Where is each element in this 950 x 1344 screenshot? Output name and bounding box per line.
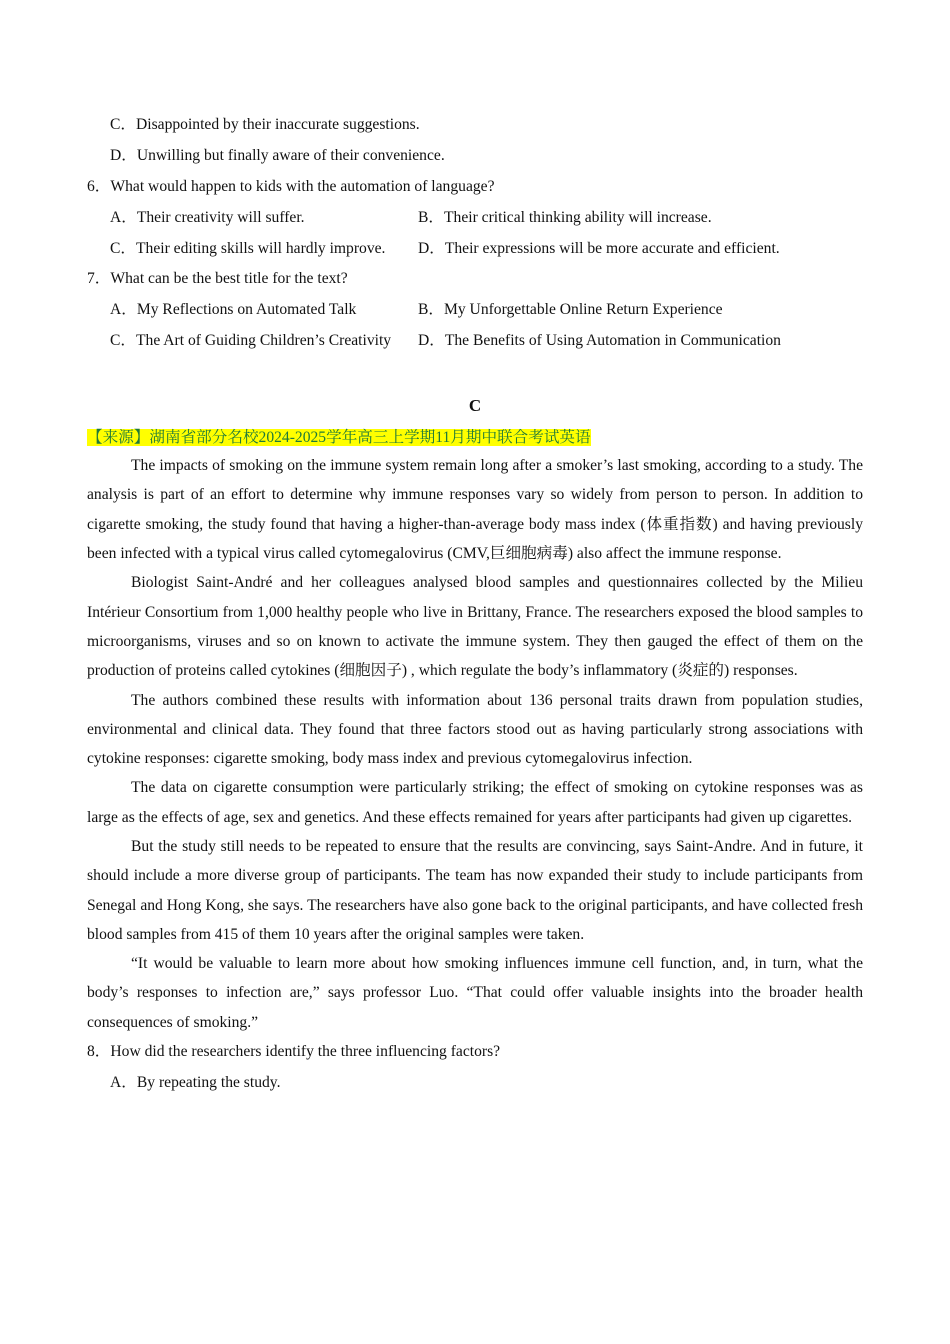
q8-option-a: A．By repeating the study. bbox=[110, 1073, 281, 1091]
q5-option-d: D．Unwilling but finally aware of their convenience. bbox=[110, 146, 445, 164]
q6-option-a: A．Their creativity will suffer. bbox=[110, 208, 305, 226]
q7-options-row-1 bbox=[87, 295, 863, 326]
q5-option-c: C．Disappointed by their inaccurate suggestions. bbox=[110, 116, 420, 133]
q7-stem: 7．What can be the best title for the text? bbox=[87, 270, 348, 288]
q7-option-a: A．My Reflections on Automated Talk bbox=[110, 301, 357, 319]
source-highlight: 【来源】湖南省部分名校2024-2025学年高三上学期11月期中联合考试英语 bbox=[87, 429, 591, 447]
q7-option-b: B．My Unforgettable Online Return Experience bbox=[418, 301, 723, 319]
q7-options-row-2 bbox=[87, 326, 863, 357]
source-line bbox=[87, 425, 863, 451]
document-page bbox=[87, 110, 863, 1098]
passage-paragraph-5: But the study still needs to be repeated to ensure that the results are convincing, says Saint-Andre. And in future, it should include a more diverse group of participants. The team has now expanded their study to include participants from Senegal and Hong Kong, she says. The researchers have also gone back to the original participants, and have collected fresh blood samples from 415 of them 10 years after the original samples were taken. bbox=[87, 837, 863, 943]
passage-paragraph-2: Biologist Saint-André and her colleagues analysed blood samples and questionnaires collected by the Milieu Intérieur Consortium from 1,000 healthy people who live in Brittany, France. The researchers exposed the blood samples to microorganisms, viruses and so on known to activate the immune system. They then gauged the effect of them on the production of proteins called cytokines (细胞因子) , which regulate the body’s inflammatory (炎症的) responses. bbox=[87, 574, 863, 680]
q6-option-b: B．Their critical thinking ability will increase. bbox=[418, 208, 712, 226]
section-title: C bbox=[468, 396, 482, 416]
passage-paragraph-1: The impacts of smoking on the immune system remain long after a smoker’s last smoking, according to a study. The analysis is part of an effort to determine why immune responses vary so widely from person to person. In addition to cigarette smoking, the study found that having a higher-than-average body mass index (体重指数) and having previously been infected with a typical virus called cytomegalovirus (CMV,巨细胞病毒) also affect the immune response. bbox=[87, 457, 863, 563]
q6-option-c: C．Their editing skills will hardly improve. bbox=[110, 239, 386, 257]
q6-option-d: D．Their expressions will be more accurate and efficient. bbox=[418, 239, 780, 257]
passage-paragraph-4: The data on cigarette consumption were particularly striking; the effect of smoking on cytokine responses was as large as the effects of age, sex and genetics. And these effects remained for years after participants had given up cigarettes. bbox=[87, 779, 863, 826]
q7-option-d: D．The Benefits of Using Automation in Communication bbox=[418, 332, 781, 350]
q7-option-c: C．The Art of Guiding Children’s Creativity bbox=[110, 332, 392, 350]
passage-paragraph-6: “It would be valuable to learn more about how smoking influences immune cell function, and, in turn, what the body’s responses to infection are,” says professor Luo. “That could offer valuable insights into the broader health consequences of smoking.” bbox=[87, 955, 863, 1031]
passage-paragraph-3: The authors combined these results with information about 136 personal traits drawn from population studies, environmental and clinical data. They found that three factors stood out as having particularly strong associations with cytokine responses: cigarette smoking, body mass index and previous cytomegalovirus infection. bbox=[87, 691, 863, 768]
q6-options-row-1 bbox=[87, 203, 863, 234]
q6-options-row-2 bbox=[87, 234, 863, 265]
q8-stem: 8．How did the researchers identify the three influencing factors? bbox=[87, 1043, 501, 1061]
q6-stem: 6．What would happen to kids with the automation of language? bbox=[87, 177, 495, 195]
